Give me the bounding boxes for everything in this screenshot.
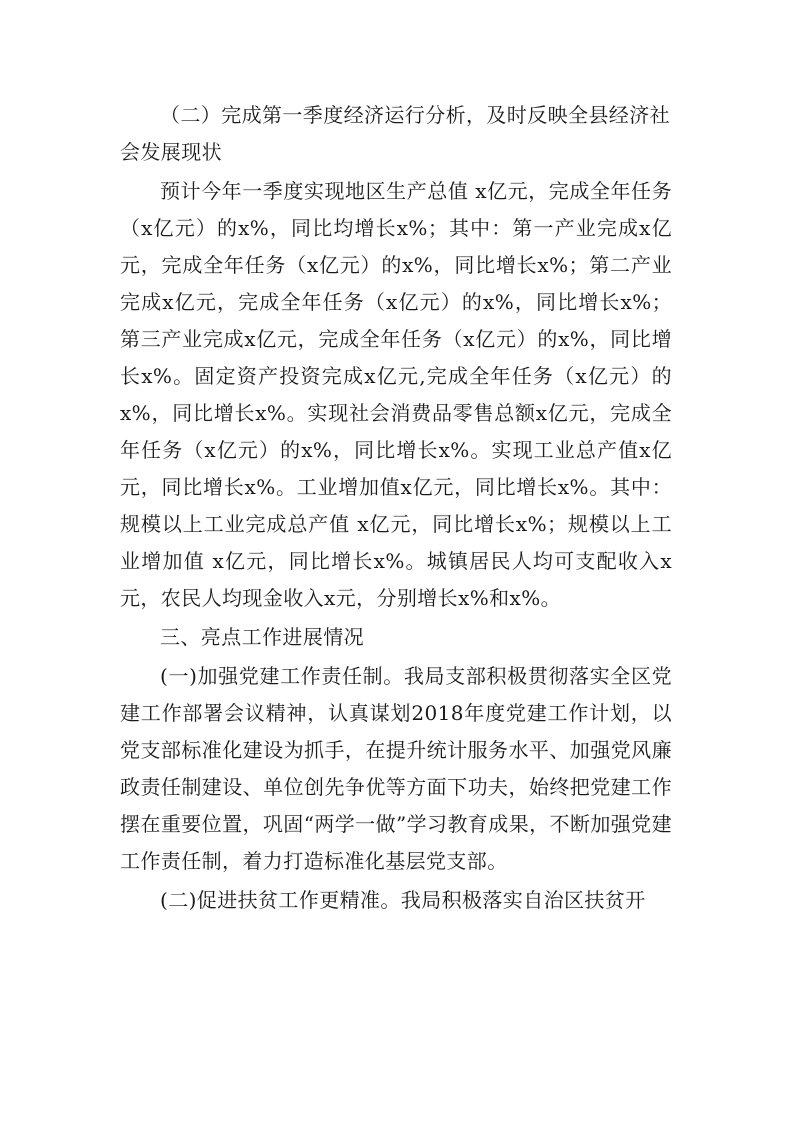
paragraph-poverty-alleviation: (二)促进扶贫工作更精准。我局积极落实自治区扶贫开 [160,888,646,912]
paragraph-party-building: (一)加强党建工作责任制。我局支部积极贯彻落实全区党建工作部署会议精神，认真谋划2018年度党建工作计划，以党支部标准化建设为抓手，在提升统计服务水平、加强党风廉政责任制建设、单位创先争优等方面下功夫，始终把党建工作摆在重要位置，巩固“两学一做”学习教育成果，不断加强党建工作责任制，着力打造标准化基层党支部。 [120,664,672,873]
section-heading-2-2: （二）完成第一季度经济运行分析，及时反映全县经济社会发展现状 [120,103,670,164]
paragraph-economic-analysis: 预计今年一季度实现地区生产总值 x亿元，完成全年任务（x亿元）的x%，同比均增长x%；其中：第一产业完成x亿元，完成全年任务（x亿元）的x%，同比增长x%；第二产业完成x亿元，完成全年任务（x亿元）的x%，同比增长x%；第三产业完成x亿元，完成全年任务（x亿元）的x%，同比增长x%。固定资产投资完成x亿元,完成全年任务（x亿元）的x%，同比增长x%。实现社会消费品零售总额x亿元，完成全年任务（x亿元）的x%，同比增长x%。实现工业总产值x亿元，同比增长x%。工业增加值x亿元，同比增长x%。其中：规模以上工业完成总产值 x亿元，同比增长x%；规模以上工业增加值 x亿元，同比增长x%。城镇居民人均可支配收入x元，农民人均现金收入x元，分别增长x%和x%。 [120,179,672,610]
section-heading-3: 三、亮点工作进展情况 [160,625,364,649]
document-body [120,97,672,919]
